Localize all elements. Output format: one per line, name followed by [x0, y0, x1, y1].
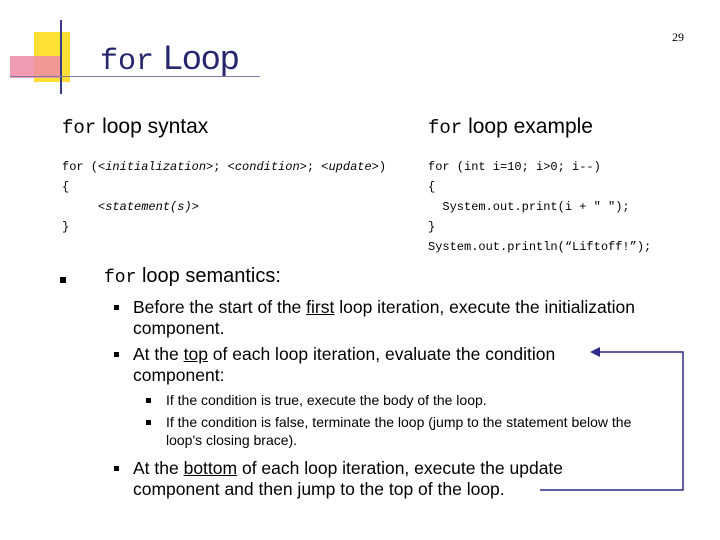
example-code-line: for (int i=10; i>0; i--)	[428, 160, 601, 174]
syntax-separator: ;	[306, 160, 322, 174]
syntax-update-placeholder: <update>	[321, 160, 379, 174]
item-emphasis: bottom	[183, 458, 238, 478]
syntax-condition-placeholder: <condition>	[227, 160, 307, 174]
example-heading-code: for	[428, 117, 463, 139]
example-code-line: System.out.print(i + " ");	[428, 200, 630, 214]
semantics-subitem-false: If the condition is false, terminate the loop (jump to the statement below the loop's closing brace).	[166, 414, 632, 448]
example-code-line: System.out.println(“Liftoff!”);	[428, 240, 652, 254]
item-text: of each loop iteration, execute the update component and then jump to the top of the loop.	[133, 458, 564, 499]
item-text: of each loop iteration, evaluate the condition component:	[133, 344, 556, 385]
syntax-separator: ;	[213, 160, 228, 174]
example-code-line: {	[428, 180, 436, 194]
semantics-heading-code: for	[104, 268, 137, 288]
syntax-heading-text: loop syntax	[102, 115, 209, 138]
syntax-keyword: for (	[62, 160, 99, 174]
syntax-statements-placeholder: <statement(s)>	[98, 200, 199, 214]
semantics-subitem-true: If the condition is true, execute the body of the loop.	[166, 392, 487, 408]
semantics-heading-text: loop semantics:	[141, 265, 281, 287]
example-heading-text: loop example	[468, 115, 593, 138]
item-text: Before the start of the	[133, 297, 307, 317]
syntax-code-line: {	[62, 180, 70, 194]
syntax-paren: )	[378, 160, 387, 174]
syntax-init-placeholder: <initialization>	[98, 160, 214, 174]
page-number: 29	[672, 30, 684, 44]
item-text: At the	[133, 458, 184, 478]
slide-title-text: Loop	[163, 39, 240, 77]
slide-title-code: for	[100, 45, 155, 79]
example-code-line: }	[428, 220, 436, 234]
syntax-code-line: }	[62, 220, 70, 234]
item-text: At the	[133, 344, 184, 364]
item-emphasis: top	[183, 344, 208, 364]
item-text: loop iteration, execute the initialization component.	[133, 297, 635, 338]
arrow-head-icon	[590, 347, 600, 357]
syntax-heading-code: for	[62, 117, 97, 139]
loop-back-arrow-line	[540, 352, 683, 490]
item-emphasis: first	[306, 297, 335, 317]
